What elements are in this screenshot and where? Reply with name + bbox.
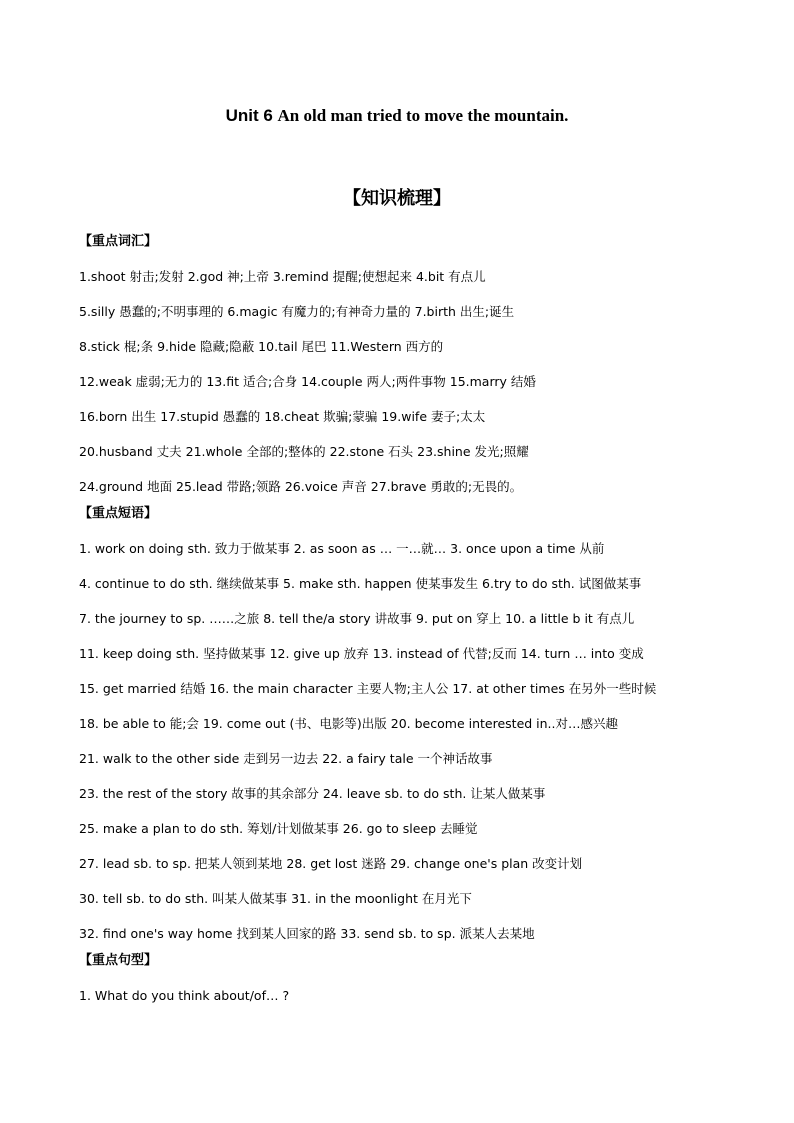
phrases-heading: 【重点短语】 bbox=[79, 506, 158, 521]
phrase-line: 25. make a plan to do sth. 筹划/计划做某事 26. go to sleep 去睡觉 bbox=[79, 821, 478, 836]
phrase-line: 18. be able to 能;会 19. come out (书、电影等)出版 20. become interested in..对…感兴趣 bbox=[79, 716, 619, 731]
vocab-heading: 【重点词汇】 bbox=[79, 234, 158, 249]
vocab-line: 8.stick 棍;条 9.hide 隐藏;隐蔽 10.tail 尾巴 11.Western 西方的 bbox=[79, 339, 444, 354]
phrases-list bbox=[79, 531, 779, 951]
phrase-line: 30. tell sb. to do sth. 叫某人做某事 31. in the moonlight 在月光下 bbox=[79, 891, 472, 906]
phrase-line: 23. the rest of the story 故事的其余部分 24. leave sb. to do sth. 让某人做某事 bbox=[79, 786, 546, 801]
title-unit: Unit 6 bbox=[225, 106, 273, 125]
sentences-heading: 【重点句型】 bbox=[79, 953, 158, 968]
phrase-line: 4. continue to do sth. 继续做某事 5. make sth. happen 使某事发生 6.try to do sth. 试图做某事 bbox=[79, 576, 642, 591]
phrase-line: 15. get married 结婚 16. the main character 主要人物;主人公 17. at other times 在另外一些时候 bbox=[79, 681, 657, 696]
vocab-line: 16.born 出生 17.stupid 愚蠢的 18.cheat 欺骗;蒙骗 19.wife 妻子;太太 bbox=[79, 409, 486, 424]
content bbox=[79, 232, 779, 1013]
phrase-line: 21. walk to the other side 走到另一边去 22. a fairy tale 一个神话故事 bbox=[79, 751, 493, 766]
vocab-line: 24.ground 地面 25.lead 带路;领路 26.voice 声音 27.brave 勇敢的;无畏的。 bbox=[79, 479, 523, 494]
vocab-line: 1.shoot 射击;发射 2.god 神;上帝 3.remind 提醒;使想起来 4.bit 有点儿 bbox=[79, 269, 486, 284]
sentences-list bbox=[79, 978, 779, 1013]
page-title bbox=[0, 106, 794, 126]
vocab-line: 20.husband 丈夫 21.whole 全部的;整体的 22.stone 石头 23.shine 发光;照耀 bbox=[79, 444, 529, 459]
vocab-list bbox=[79, 259, 779, 504]
vocab-line: 12.weak 虚弱;无力的 13.fit 适合;合身 14.couple 两人;两件事物 15.marry 结婚 bbox=[79, 374, 536, 389]
vocab-line: 5.silly 愚蠢的;不明事理的 6.magic 有魔力的;有神奇力量的 7.birth 出生;诞生 bbox=[79, 304, 515, 319]
phrase-line: 11. keep doing sth. 坚持做某事 12. give up 放弃 13. instead of 代替;反而 14. turn … into 变成 bbox=[79, 646, 644, 661]
sentence-line: 1. What do you think about/of… ? bbox=[79, 988, 290, 1003]
title-text: An old man tried to move the mountain. bbox=[277, 106, 569, 125]
phrase-line: 32. find one's way home 找到某人回家的路 33. send sb. to sp. 派某人去某地 bbox=[79, 926, 535, 941]
phrase-line: 27. lead sb. to sp. 把某人领到某地 28. get lost 迷路 29. change one's plan 改变计划 bbox=[79, 856, 583, 871]
phrase-line: 7. the journey to sp. ……之旅 8. tell the/a story 讲故事 9. put on 穿上 10. a little b it 有点儿 bbox=[79, 611, 635, 626]
section-subtitle: 【知识梳理】 bbox=[343, 188, 451, 209]
phrase-line: 1. work on doing sth. 致力于做某事 2. as soon as … 一…就… 3. once upon a time 从前 bbox=[79, 541, 605, 556]
